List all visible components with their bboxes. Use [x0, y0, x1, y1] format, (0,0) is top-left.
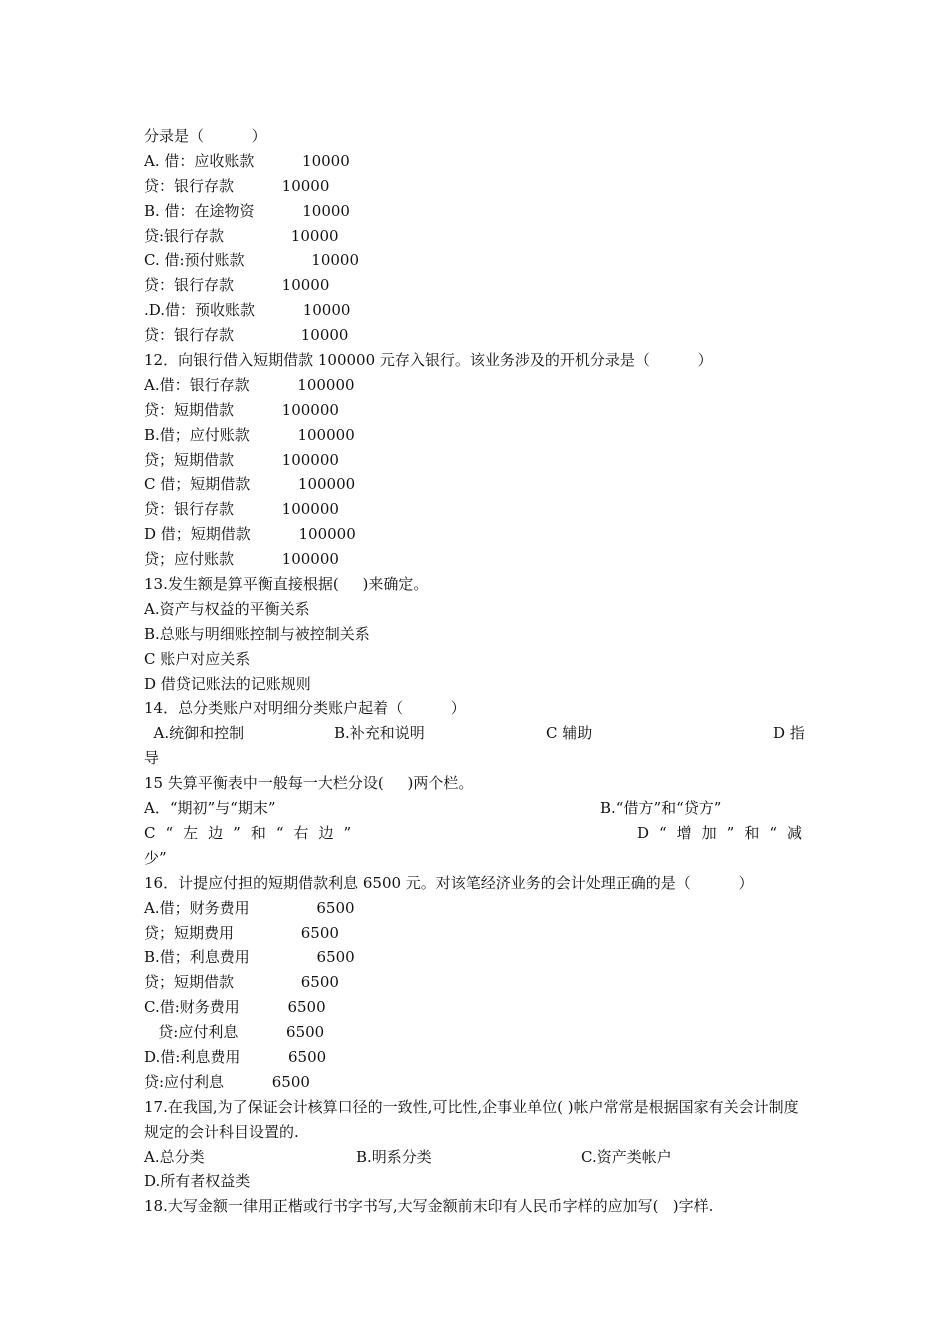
text-line: 贷；短期借款 6500: [144, 973, 339, 992]
q14-option-b: B.补充和说明: [334, 724, 425, 743]
text-line: 贷:应付利息 6500: [144, 1023, 325, 1042]
text-line: C 借；短期借款 100000: [144, 475, 356, 494]
q17-text: 17.在我国,为了保证会计核算口径的一致性,可比性,企事业单位( )帐户常常是根据国家有关会计制度规定的会计科目设置的.: [144, 1097, 799, 1141]
question-block-16: [144, 871, 812, 1095]
text-line: A.借：银行存款 100000: [144, 375, 355, 394]
text-line: D.借:利息费用 6500: [144, 1047, 327, 1066]
q15-option-a: A．“期初”与“期末”: [144, 799, 276, 818]
text-line: 贷：银行存款 10000: [144, 276, 330, 295]
q15-options-row1: [144, 796, 812, 821]
text-line: D 借；短期借款 100000: [144, 525, 356, 544]
q17-option-d: D.所有者权益类: [144, 1172, 251, 1191]
text-line: B.借；利息费用 6500: [144, 948, 355, 967]
text-line: 贷：银行存款 10000: [144, 326, 349, 345]
text-line: 14．总分类账户对明细分类账户起着（ ）: [144, 699, 466, 718]
q15-options-row2: [144, 821, 812, 846]
text-line: C. 借:预付账款 10000: [144, 251, 360, 270]
q15-wrap: 少”: [144, 848, 167, 867]
text-line: D 借贷记账法的记账规则: [144, 674, 311, 693]
q17-option-a: A.总分类: [144, 1147, 205, 1166]
q14-option-d: D 指: [773, 724, 805, 743]
document-body: [144, 124, 812, 1219]
q15-title: 15 失算平衡表中一般每一大栏分设( )两个栏。: [144, 774, 474, 793]
text-line: 16．计提应付担的短期借款利息 6500 元。对该笔经济业务的会计处理正确的是（ ）: [144, 873, 754, 892]
q14-option-a: A.统御和控制: [144, 724, 245, 743]
question-block-1: [144, 124, 812, 721]
q15-option-c: C“左边”和“右边”: [144, 823, 362, 842]
text-line: 贷；应付账款 100000: [144, 550, 339, 569]
text-line: 贷；短期借款 100000: [144, 450, 339, 469]
q14-wrap: 导: [144, 749, 160, 768]
q15-option-d: D“增加”和“减: [636, 823, 812, 842]
q17-options: [144, 1145, 812, 1170]
text-line: 13.发生额是算平衡直接根据( )来确定。: [144, 575, 429, 594]
text-line: .D.借：预收账款 10000: [144, 301, 351, 320]
text-line: 12．向银行借入短期借款 100000 元存入银行。该业务涉及的开机分录是（ ）: [144, 351, 713, 370]
q17-option-b: B.明系分类: [356, 1147, 432, 1166]
q18-text: 18.大写金额一律用正楷或行书字书写,大写金额前末印有人民币字样的应加写( )字样.: [144, 1197, 714, 1216]
text-line: 贷:应付利息 6500: [144, 1072, 310, 1091]
q14-options: [144, 721, 812, 746]
text-line: 贷：银行存款 10000: [144, 176, 330, 195]
text-line: A.资产与权益的平衡关系: [144, 599, 310, 618]
text-line: B.借；应付账款 100000: [144, 425, 355, 444]
text-line: 贷:银行存款 10000: [144, 226, 339, 245]
text-line: B. 借：在途物资 10000: [144, 201, 350, 220]
text-line: B.总账与明细账控制与被控制关系: [144, 624, 370, 643]
q14-option-c: C 辅助: [546, 724, 593, 743]
text-line: A.借；财务费用 6500: [144, 898, 355, 917]
text-line: 贷；短期费用 6500: [144, 923, 339, 942]
q15-option-b: B.“借方”和“贷方”: [600, 799, 722, 818]
text-line: A. 借：应收账款 10000: [144, 151, 350, 170]
text-line: C 账户对应关系: [144, 649, 251, 668]
text-line: C.借:财务费用 6500: [144, 998, 326, 1017]
text-line: 贷：银行存款 100000: [144, 500, 339, 519]
q17-option-c: C.资产类帐户: [581, 1147, 672, 1166]
text-line: 贷：短期借款 100000: [144, 400, 339, 419]
text-line: 分录是（ ）: [144, 127, 267, 145]
